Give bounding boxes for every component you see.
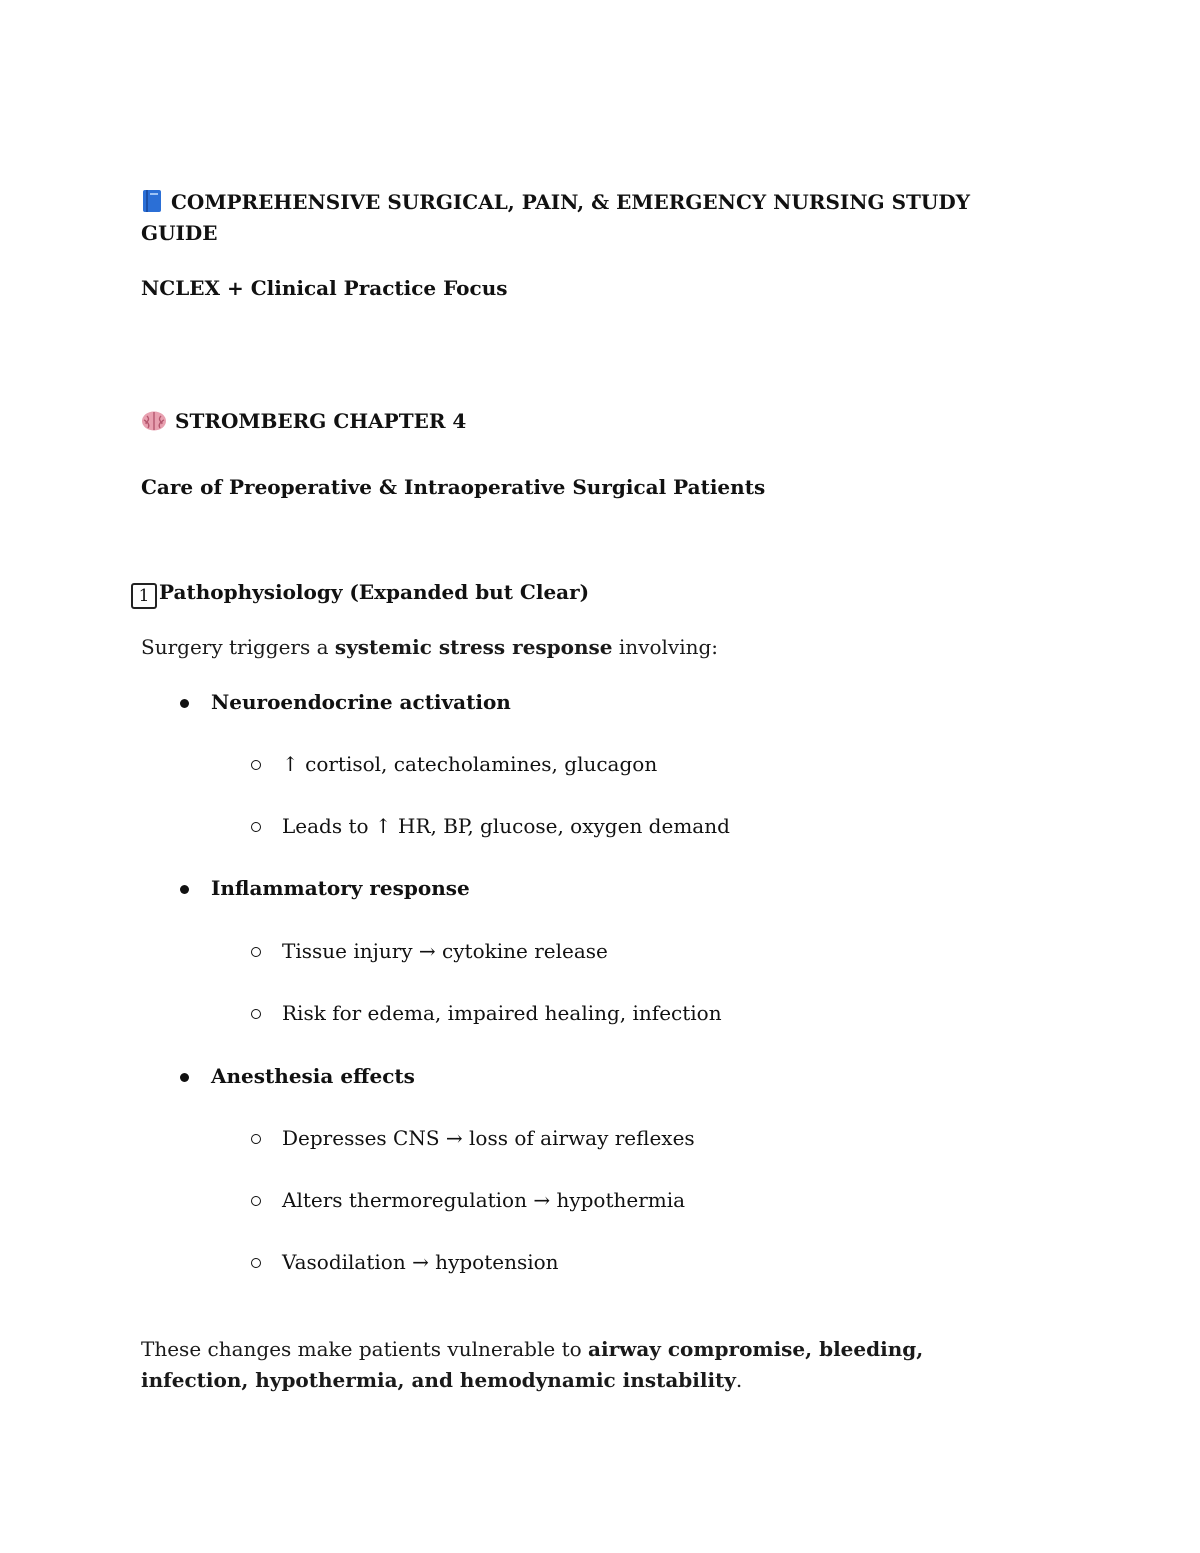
document-title-text: COMPREHENSIVE SURGICAL, PAIN, & EMERGENCY NURSING STUDY GUIDE	[141, 190, 970, 245]
list-subitem: Vasodilation → hypotension	[282, 1247, 559, 1278]
intro-text-bold: systemic stress response	[334, 635, 613, 659]
book-icon	[141, 189, 163, 213]
section-conclusion	[141, 1334, 1001, 1396]
list-subitem: Alters thermoregulation → hypothermia	[282, 1185, 685, 1216]
chapter-heading-text: STROMBERG CHAPTER 4	[175, 409, 467, 433]
section-number: 1	[131, 583, 157, 609]
section-intro	[141, 632, 718, 663]
list-item: Neuroendocrine activation	[211, 687, 511, 718]
list-subitem: Depresses CNS → loss of airway reflexes	[282, 1123, 695, 1154]
intro-text-post: involving:	[612, 635, 719, 659]
brain-icon	[141, 410, 167, 432]
list-subitem: Leads to ↑ HR, BP, glucose, oxygen demand	[282, 811, 730, 842]
conclusion-text-post: .	[735, 1368, 743, 1392]
list-subitem: Tissue injury → cytokine release	[282, 936, 608, 967]
list-item: Anesthesia effects	[211, 1061, 415, 1092]
section-heading	[131, 577, 589, 609]
chapter-heading	[141, 406, 466, 437]
chapter-subheading: Care of Preoperative & Intraoperative Surgical Patients	[141, 475, 766, 499]
conclusion-text-pre: These changes make patients vulnerable to	[141, 1337, 589, 1361]
list-subitem: ↑ cortisol, catecholamines, glucagon	[282, 749, 657, 780]
conclusion-text-bold: airway compromise, bleeding, infection, hypothermia, and hemodynamic instability	[141, 1337, 924, 1392]
section-heading-text: Pathophysiology (Expanded but Clear)	[159, 580, 590, 604]
document-subtitle: NCLEX + Clinical Practice Focus	[141, 276, 508, 300]
list-subitem: Risk for edema, impaired healing, infection	[282, 998, 722, 1029]
list-item: Inflammatory response	[211, 873, 470, 904]
document-title	[141, 187, 1041, 249]
intro-text-pre: Surgery triggers a	[141, 635, 335, 659]
